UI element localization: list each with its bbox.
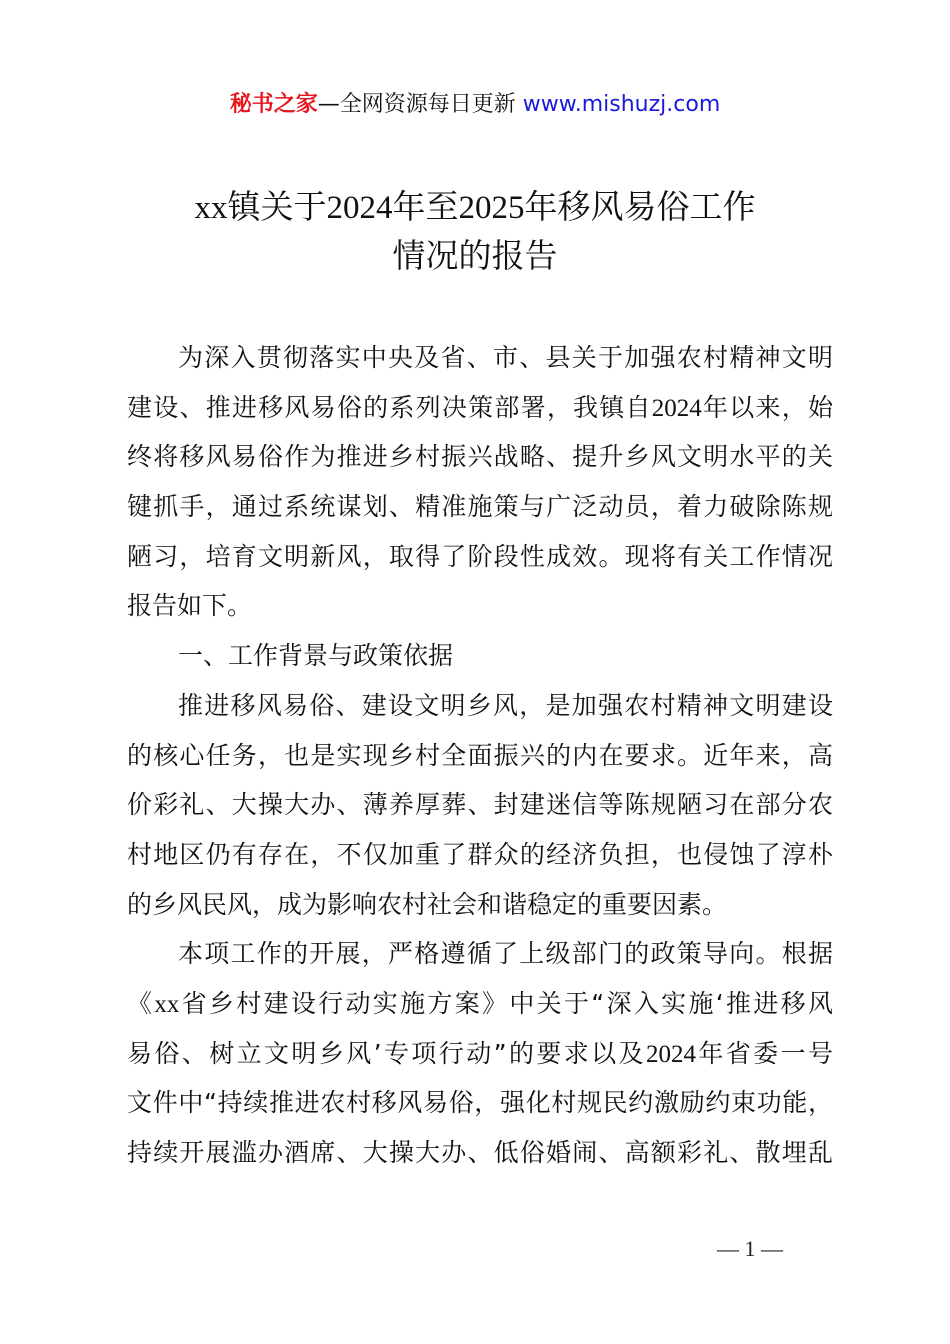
page-number: — 1 —: [717, 1236, 783, 1261]
body-line: 本项工作的开展，严格遵循了上级部门的政策导向。根据: [178, 939, 833, 969]
body-line: 的核心任务，也是实现乡村全面振兴的内在要求。近年来，高: [127, 740, 833, 770]
body-line: 持续开展滥办酒席、大操大办、低俗婚闹、高额彩礼、散埋乱: [127, 1138, 833, 1167]
document-body: [127, 333, 833, 1178]
document-title-line-1: xx镇关于2024年至2025年移风易俗工作: [194, 187, 756, 226]
banner-url-link[interactable]: www.mishuzj.com: [522, 92, 721, 117]
section-heading: 一、工作背景与政策依据: [178, 641, 454, 671]
body-line: 《xx省乡村建设行动实施方案》中关于“深入实施‘推进移风: [127, 988, 833, 1018]
body-line: 为深入贯彻落实中央及省、市、县关于加强农村精神文明: [178, 343, 833, 372]
body-line: 易俗、树立文明乡风’专项行动”的要求以及2024年省委一号: [127, 1038, 833, 1068]
body-line: 村地区仍有存在，不仅加重了群众的经济负担，也侵蚀了淳朴: [127, 839, 833, 869]
banner-brand: 秘书之家: [229, 92, 318, 117]
body-line: 终将移风易俗作为推进乡村振兴战略、提升乡风文明水平的关: [127, 442, 833, 472]
banner-slogan: —全网资源每日更新: [317, 92, 516, 117]
site-banner: [0, 86, 950, 124]
body-line: 价彩礼、大操大办、薄养厚葬、封建迷信等陈规陋习在部分农: [127, 790, 833, 820]
body-line: 文件中“持续推进农村移风易俗，强化村规民约激励约束功能，: [127, 1088, 833, 1118]
document-title-line-2: 情况的报告: [392, 236, 558, 275]
body-line: 陋习，培育文明新风，取得了阶段性成效。现将有关工作情况: [127, 541, 833, 571]
body-line: 键抓手，通过系统谋划、精准施策与广泛动员，着力破除陈规: [127, 492, 833, 522]
body-line: 的乡风民风，成为影响农村社会和谐稳定的重要因素。: [127, 889, 728, 919]
body-line: 报告如下。: [127, 591, 253, 621]
body-line: 建设、推进移风易俗的系列决策部署，我镇自2024年以来，始: [127, 392, 833, 422]
body-line: 推进移风易俗、建设文明乡风，是加强农村精神文明建设: [178, 690, 833, 720]
